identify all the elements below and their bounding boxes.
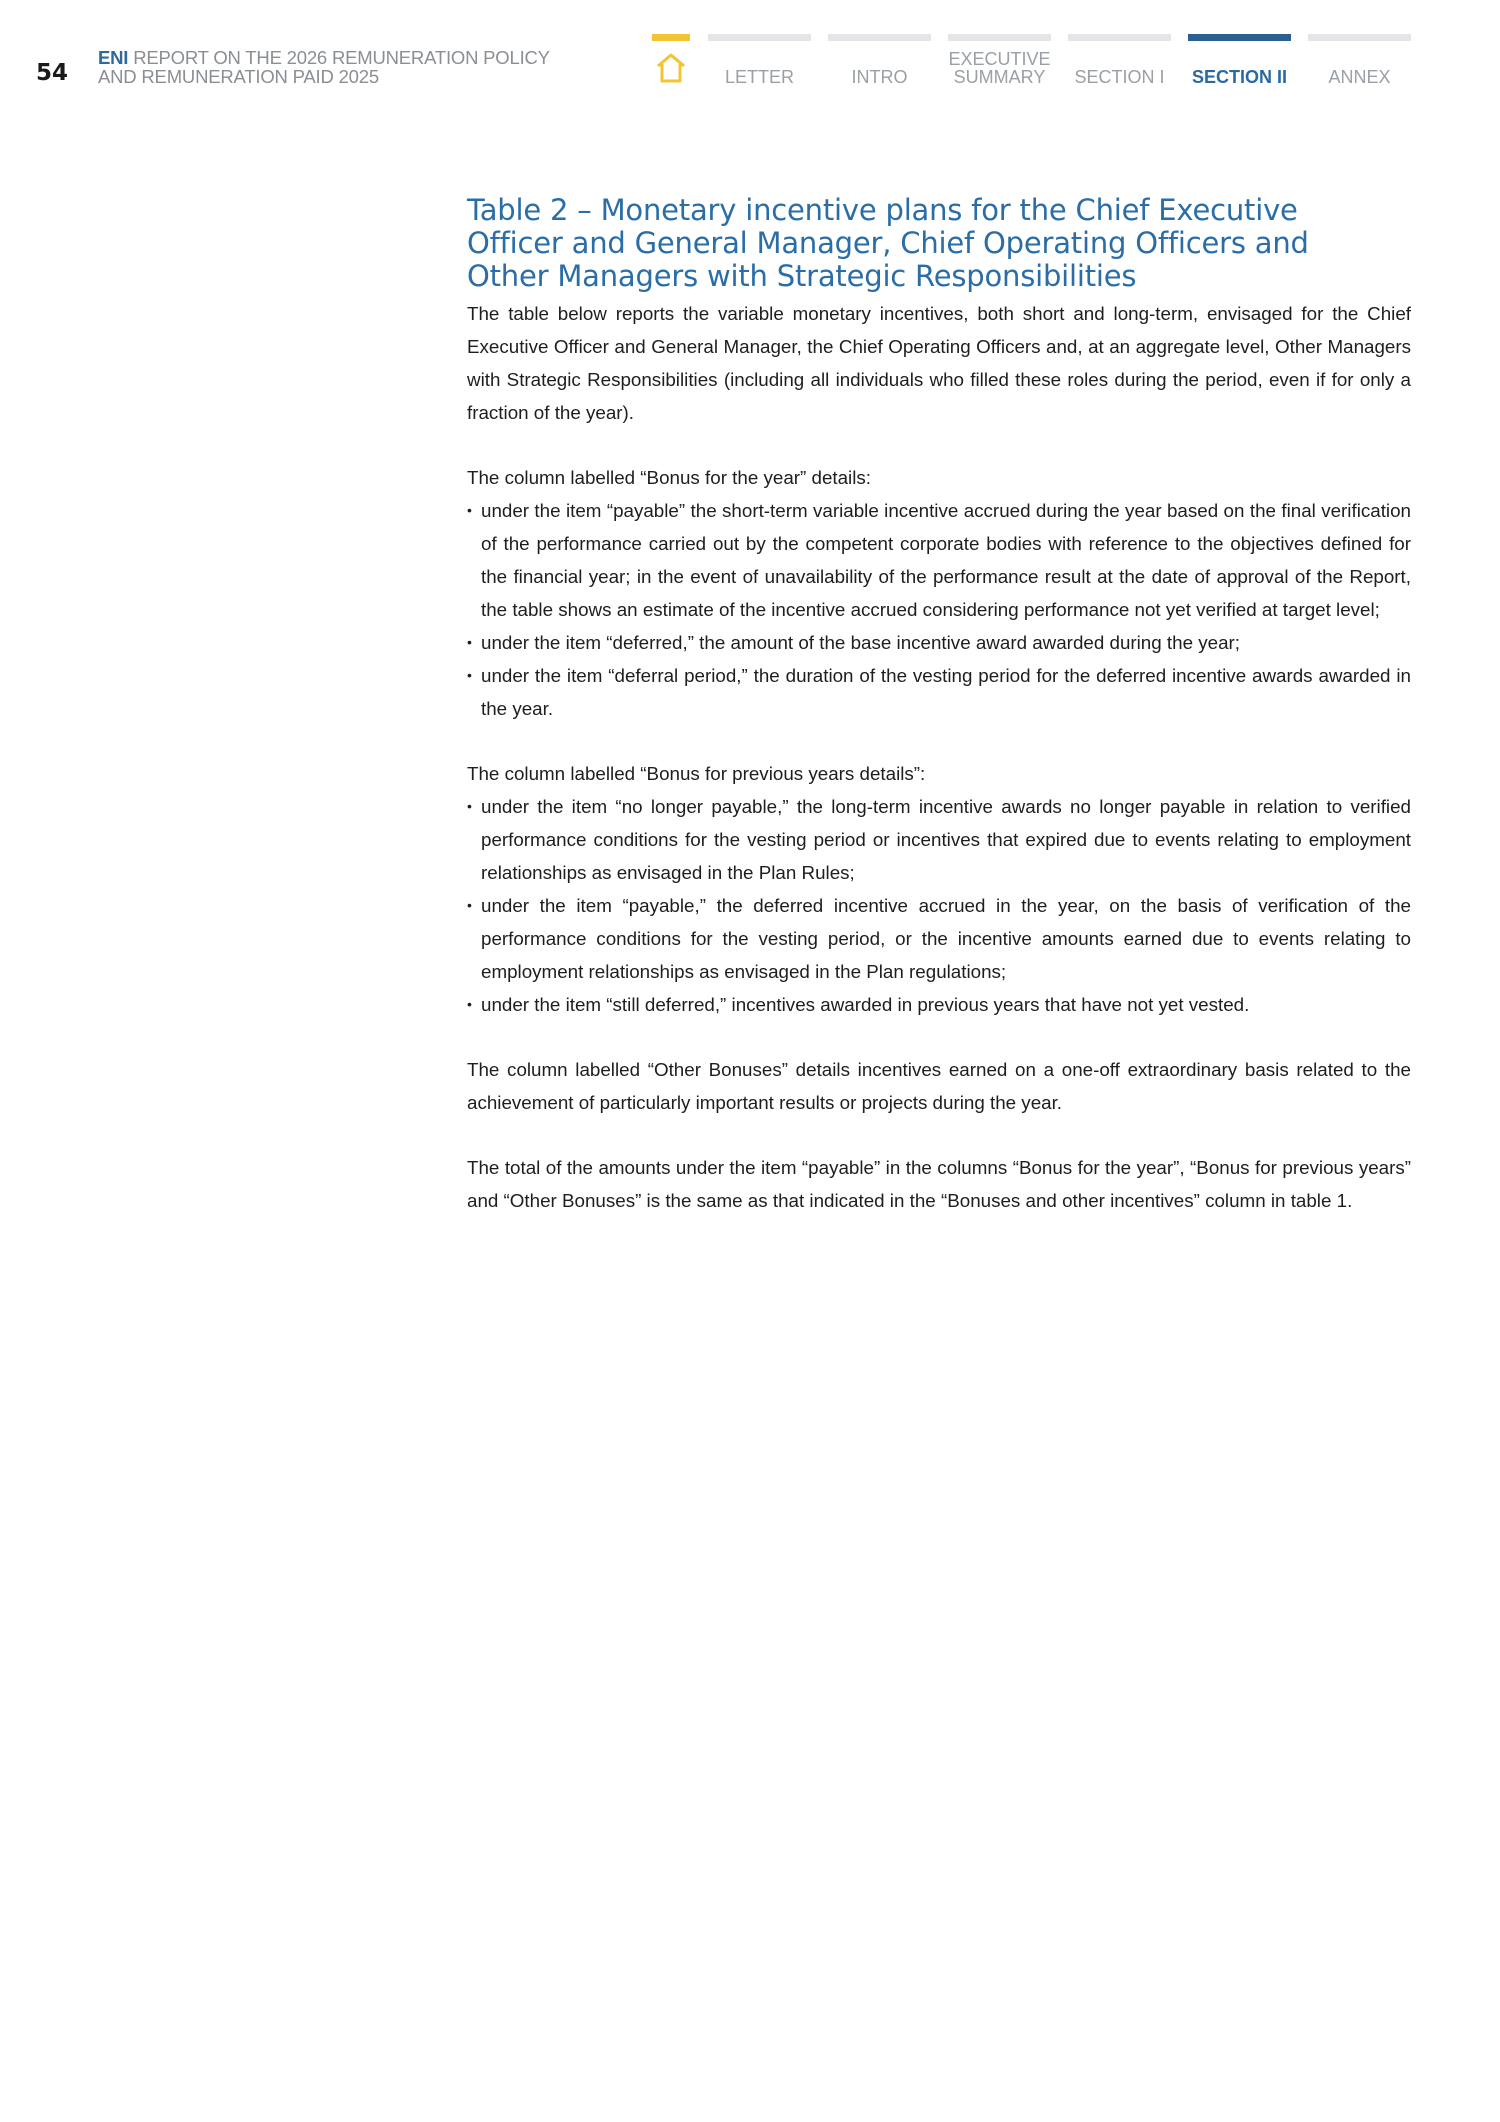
bonus-previous-list [467,790,1411,1021]
tab-executive-summary-label: EXECUTIVE SUMMARY [948,49,1051,87]
tab-section-2-label: SECTION II [1191,67,1287,87]
report-title-line1: REPORT ON THE 2026 REMUNERATION POLICY [128,47,550,68]
list-item: • under the item “deferred,” the amount of the base incentive award awarded during the year; [467,626,1411,659]
tab-intro-label: INTRO [851,67,908,87]
list-item: • under the item “no longer payable,” the long-term incentive awards no longer payable in relation to verified performance conditions for the vesting period or incentives that expired due to events relating to employment relationships as envisaged in the Plan Rules; [467,790,1411,889]
tab-annex-label: ANNEX [1328,67,1391,87]
tab-section-1[interactable] [1068,34,1171,94]
tab-annex[interactable] [1308,34,1411,94]
page-number: 54 [36,60,69,86]
brand-name: ENI [98,47,129,68]
bonus-previous-section [467,757,1411,1021]
list-item: • under the item “still deferred,” incentives awarded in previous years that have not yet vested. [467,988,1411,1021]
bonus-previous-lead: The column labelled “Bonus for previous years details”: [467,763,926,784]
table-heading: Table 2 – Monetary incentive plans for the Chief Executive Officer and General Manager, Chief Operating Officers and Other Managers with Strategic Responsibilities [467,193,1309,293]
tab-executive-summary[interactable] [948,34,1051,94]
bonus-year-section [467,461,1411,725]
bonus-year-list [467,494,1411,725]
main-content [467,194,1411,1217]
tab-intro[interactable] [828,34,931,94]
report-title [98,48,550,86]
nav-home[interactable] [652,34,690,94]
list-item: • under the item “payable” the short-term variable incentive accrued during the year based on the final verification of the performance carried out by the competent corporate bodies with reference to the objectives defined for the financial year; in the event of unavailability of the performance result at the date of approval of the Report, the table shows an estimate of the incentive accrued considering performance not yet verified at target level; [467,494,1411,626]
intro-paragraph: The table below reports the variable monetary incentives, both short and long-term, envisaged for the Chief Executive Officer and General Manager, the Chief Operating Officers and, at an aggregate level, Other Managers with Strategic Responsibilities (including all individuals who filled these roles during the period, even if for only a fraction of the year). [467,303,1411,423]
tab-section-2[interactable] [1188,34,1291,94]
bonus-year-lead: The column labelled “Bonus for the year” details: [467,467,872,488]
tab-letter[interactable] [708,34,811,94]
other-bonuses-paragraph: The column labelled “Other Bonuses” details incentives earned on a one-off extraordinary basis related to the achievement of particularly important results or projects during the year. [467,1059,1411,1113]
total-section [467,1151,1411,1217]
tab-letter-label: LETTER [724,67,794,87]
tab-section-1-label: SECTION I [1074,67,1165,87]
other-bonuses-section [467,1053,1411,1119]
list-item: • under the item “payable,” the deferred incentive accrued in the year, on the basis of verification of the performance conditions for the vesting period, or the incentive amounts earned due to events relating to employment relationships as envisaged in the Plan regulations; [467,889,1411,988]
home-icon [653,50,689,86]
list-item: • under the item “deferral period,” the duration of the vesting period for the deferred incentive awards awarded in the year. [467,659,1411,725]
total-paragraph: The total of the amounts under the item “payable” in the columns “Bonus for the year”, “Bonus for previous years” and “Other Bonuses” is the same as that indicated in the “Bonuses and other incentives” column in table 1. [467,1157,1411,1211]
report-title-line2: AND REMUNERATION PAID 2025 [98,66,379,87]
